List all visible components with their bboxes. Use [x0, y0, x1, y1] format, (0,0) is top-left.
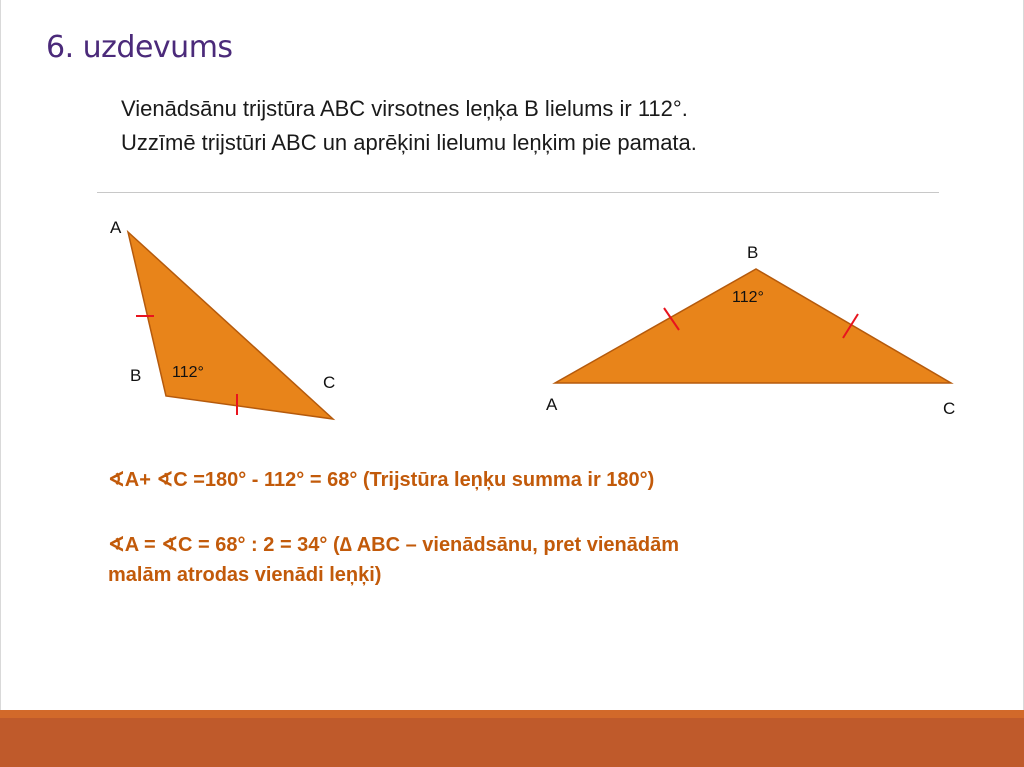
task-line-2: Uzzīmē trijstūri ABC un aprēķini lielumu leņķim pie pamata.	[121, 130, 697, 155]
footer-band	[0, 710, 1024, 767]
angle-left-b: 112°	[172, 364, 204, 381]
footer-stripe-top	[0, 710, 1024, 718]
footer-stripe-main	[0, 718, 1024, 767]
angle-right-b: 112°	[732, 289, 764, 306]
label-right-c: C	[943, 399, 956, 418]
slide-title: 6. uzdevums	[46, 30, 233, 65]
triangle-left-shape	[128, 232, 336, 419]
label-left-c: C	[323, 373, 336, 392]
triangle-left	[110, 218, 335, 419]
label-left-a: A	[110, 218, 122, 237]
triangle-right	[546, 243, 955, 418]
solution-step-2-line-2: malām atrodas vienādi leņķi)	[108, 564, 382, 586]
triangle-right-shape	[555, 269, 951, 383]
solution-step-2-line-1: ∢A = ∢C = 68° : 2 = 34° (∆ ABC – vienādsānu, pret vienādām	[108, 534, 680, 556]
label-right-a: A	[546, 395, 558, 414]
label-left-b: B	[130, 366, 142, 385]
task-line-1: Vienādsānu trijstūra ABC virsotnes leņķa B lielums ir 112°.	[121, 96, 688, 121]
label-right-b: B	[747, 243, 759, 262]
solution-step-1: ∢A+ ∢C =180° - 112° = 68° (Trijstūra leņķu summa ir 180°)	[108, 469, 655, 491]
solution-step-2	[108, 530, 868, 590]
